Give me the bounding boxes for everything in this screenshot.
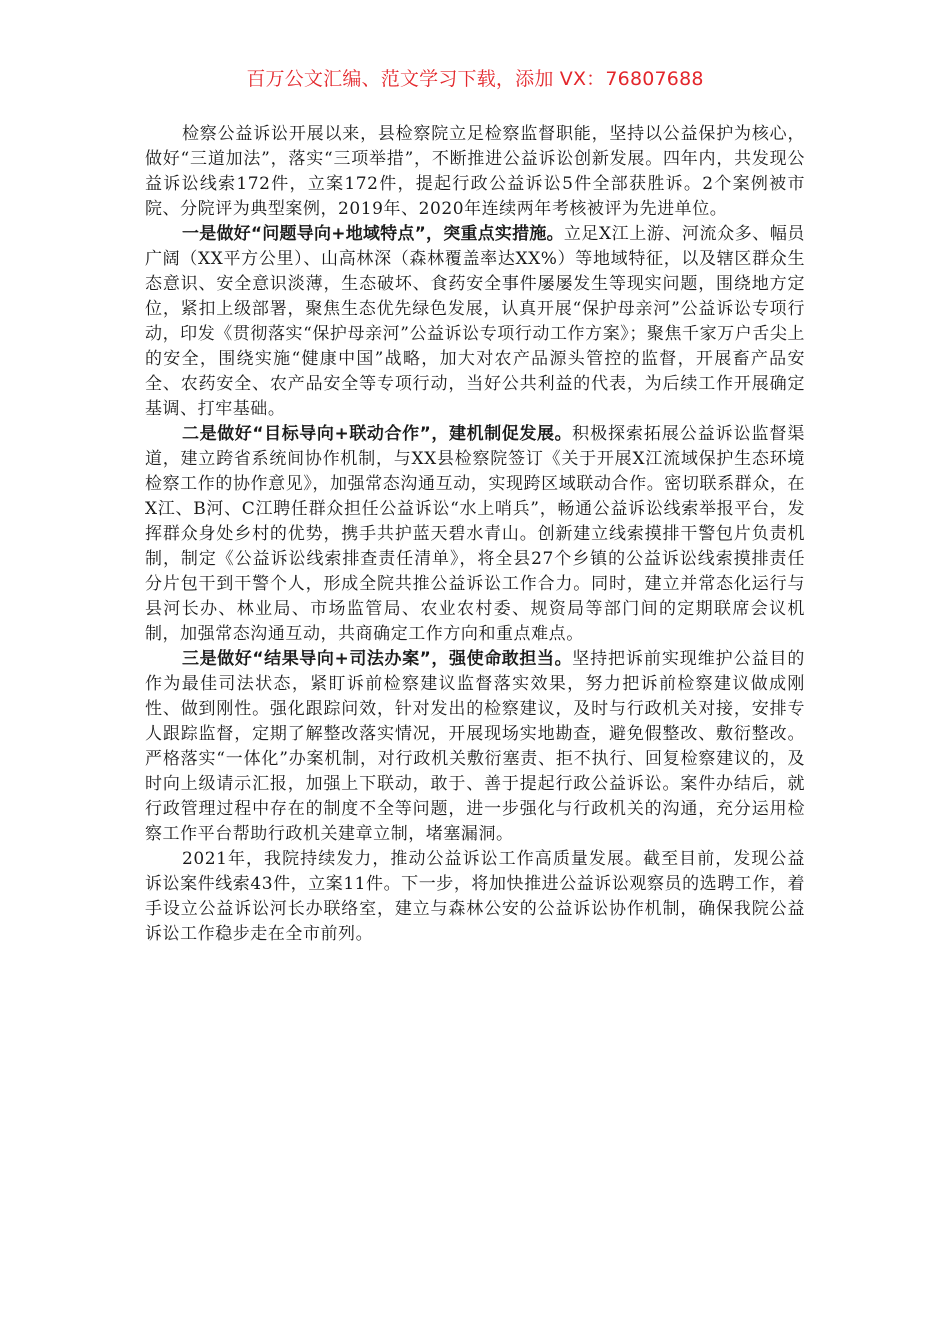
paragraph-outlook-2021: [145, 847, 805, 947]
download-banner: 百万公文汇编、范文学习下载，添加 VX：76807688: [246, 68, 704, 90]
paragraph-measure-one: [145, 222, 805, 422]
paragraph-lead-heading: 二是做好“目标导向+联动合作”，建机制促发展。: [182, 424, 573, 444]
document-body: [145, 122, 805, 947]
paragraph-text: 2021年，我院持续发力，推动公益诉讼工作高质量发展。截至目前，发现公益诉讼案件线索43件，立案11件。下一步，将加快推进公益诉讼观察员的选聘工作，着手设立公益诉讼河长办联络室，建立与森林公安的公益诉讼协作机制，确保我院公益诉讼工作稳步走在全市前列。: [145, 849, 805, 944]
paragraph-intro: [145, 122, 805, 222]
paragraph-lead-heading: 一是做好“问题导向+地域特点”，突重点实措施。: [182, 224, 564, 244]
paragraph-lead-heading: 三是做好“结果导向+司法办案”，强使命敢担当。: [182, 649, 573, 669]
paragraph-text: 立足X江上游、河流众多、幅员广阔（XX平方公里）、山高林深（森林覆盖率达XX%）等地域特征，以及辖区群众生态意识、安全意识淡薄，生态破坏、食药安全事件屡屡发生等现实问题，围绕地方定位，紧扣上级部署，聚焦生态优先绿色发展，认真开展“保护母亲河”公益诉讼专项行动，印发《贯彻落实“保护母亲河”公益诉讼专项行动工作方案》；聚焦千家万户舌尖上的安全，围绕实施“健康中国”战略，加大对农产品源头管控的监督，开展畜产品安全、农药安全、农产品安全等专项行动，当好公共利益的代表，为后续工作开展确定基调、打牢基础。: [145, 224, 805, 419]
paragraph-text: 积极探索拓展公益诉讼监督渠道，建立跨省系统间协作机制，与XX县检察院签订《关于开展X江流域保护生态环境检察工作的协作意见》，加强常态沟通互动，实现跨区域联动合作。密切联系群众，在X江、B河、C江聘任群众担任公益诉讼“水上哨兵”，畅通公益诉讼线索举报平台，发挥群众身处乡村的优势，携手共护蓝天碧水青山。创新建立线索摸排干警包片负责机制，制定《公益诉讼线索排查责任清单》，将全县27个乡镇的公益诉讼线索摸排责任分片包干到干警个人，形成全院共推公益诉讼工作合力。同时，建立并常态化运行与县河长办、林业局、市场监管局、农业农村委、规资局等部门间的定期联席会议机制，加强常态沟通互动，共商确定工作方向和重点难点。: [145, 424, 805, 644]
paragraph-measure-three: [145, 647, 805, 847]
paragraph-text: 坚持把诉前实现维护公益目的作为最佳司法状态，紧盯诉前检察建议监督落实效果，努力把诉前检察建议做成刚性、做到刚性。强化跟踪问效，针对发出的检察建议，及时与行政机关对接，安排专人跟踪监督，定期了解整改落实情况，开展现场实地勘查，避免假整改、敷衍整改。严格落实“一体化”办案机制，对行政机关敷衍塞责、拒不执行、回复检察建议的，及时向上级请示汇报，加强上下联动，敢于、善于提起行政公益诉讼。案件办结后，就行政管理过程中存在的制度不全等问题，进一步强化与行政机关的沟通，充分运用检察工作平台帮助行政机关建章立制，堵塞漏洞。: [145, 649, 805, 844]
paragraph-text: 检察公益诉讼开展以来，县检察院立足检察监督职能，坚持以公益保护为核心，做好“三道加法”，落实“三项举措”，不断推进公益诉讼创新发展。四年内，共发现公益诉讼线索172件，立案172件，提起行政公益诉讼5件全部获胜诉。2个案例被市院、分院评为典型案例，2019年、2020年连续两年考核被评为先进单位。: [145, 124, 805, 219]
paragraph-measure-two: [145, 422, 805, 647]
